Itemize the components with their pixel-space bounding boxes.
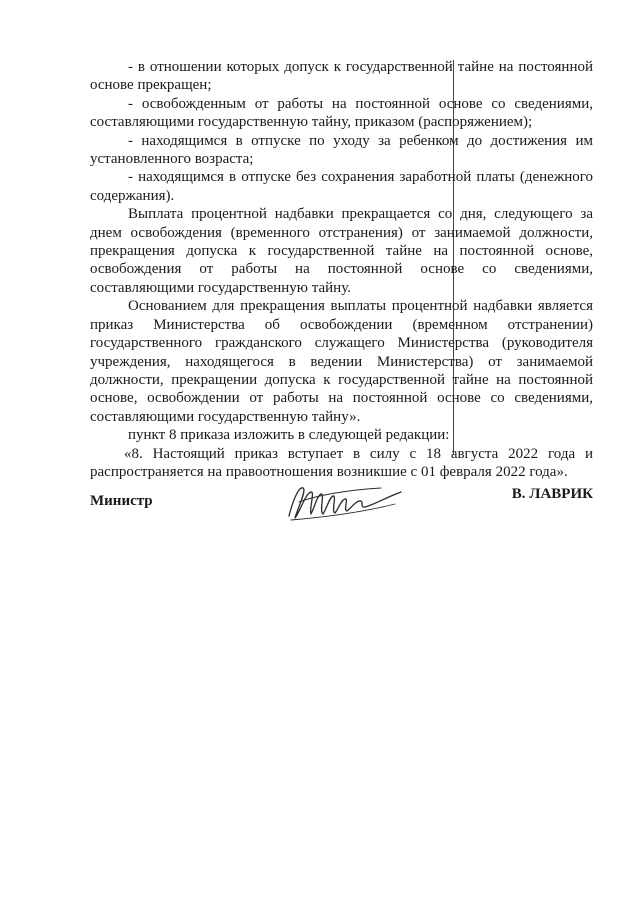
- paragraph-termination-basis: Основанием для прекращения выплаты процентной надбавки является приказ Министерства об освобождении (временном отстранении) государственного гражданского служащего Министерства (руководителя учреждения, находящегося в ведении Министерства) от занимаемой должности, прекращении допуска к государственной тайне на постоянной основе, освобождении от работы на постоянной основе со сведениями, составляющими государственную тайну».: [90, 298, 593, 425]
- paragraph-payment-termination: Выплата процентной надбавки прекращается со дня, следующего за днем освобождения (временного отстранения) от занимаемой должности, прекращения допуска к государственной тайне на постоянной основе, освобождения от работы на постоянной основе со сведениями, составляющими государственную тайну.: [90, 206, 593, 296]
- list-item-unpaid-leave: - находящимся в отпуске без сохранения заработной платы (денежного содержания).: [90, 169, 593, 204]
- list-item-parental-leave: - находящимся в отпуске по уходу за ребенком до достижения им установленного возраста;: [90, 132, 593, 168]
- signature-block: [90, 482, 593, 532]
- handwritten-signature: [285, 480, 405, 524]
- document-body: [90, 58, 593, 481]
- position-title: Министр: [90, 493, 153, 509]
- paragraph-clause-8-intro: пункт 8 приказа изложить в следующей редакции:: [128, 427, 450, 444]
- list-item-released-from-work: - освобожденным от работы на постоянной основе со сведениями, составляющими государственную тайну, приказом (распоряжением);: [90, 95, 593, 131]
- paragraph-clause-8-text: «8. Настоящий приказ вступает в силу с 18 августа 2022 года и распространяется на правоотношения возникшие с 01 февраля 2022 года».: [90, 445, 593, 480]
- signer-name: В. ЛАВРИК: [511, 486, 593, 502]
- list-item-access-terminated: - в отношении которых допуск к государственной тайне на постоянной основе прекращен;: [90, 59, 593, 94]
